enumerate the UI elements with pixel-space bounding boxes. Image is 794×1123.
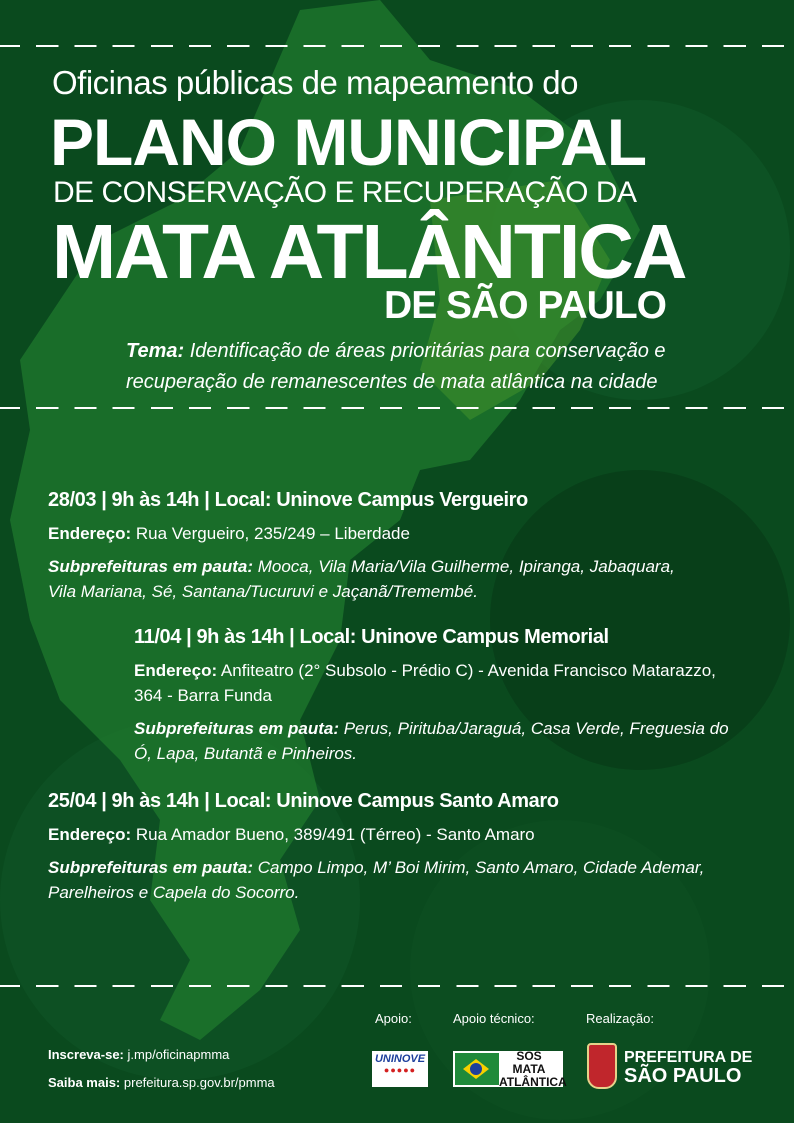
inscreva-line: Inscreva-se: j.mp/oficinapmma xyxy=(48,1047,230,1062)
event-address: Endereço: Anfiteatro (2° Subsolo - Prédio C) - Avenida Francisco Matarazzo, 364 - Barra Funda xyxy=(134,661,716,705)
event-heading: 25/04 | 9h às 14h | Local: Uninove Campus Santo Amaro xyxy=(48,790,559,812)
apoio-label: Apoio: xyxy=(375,1011,412,1026)
title-line-2: PLANO MUNICIPAL xyxy=(50,105,647,179)
divider xyxy=(0,407,794,409)
sos-mata-atlantica-logo: SOS MATA ATLÂNTICA xyxy=(453,1051,563,1087)
event-heading: 11/04 | 9h às 14h | Local: Uninove Campus Memorial xyxy=(134,626,609,648)
event-address: Endereço: Rua Amador Bueno, 389/491 (Térreo) - Santo Amaro xyxy=(48,825,535,844)
title-line-1: Oficinas públicas de mapeamento do xyxy=(52,64,578,101)
tema-label: Tema: xyxy=(126,340,185,362)
tema xyxy=(126,336,766,398)
divider xyxy=(0,45,794,47)
title-line-3: DE CONSERVAÇÃO E RECUPERAÇÃO DA xyxy=(53,176,637,209)
title-line-4: MATA ATLÂNTICA xyxy=(52,209,686,295)
realizacao-label: Realização: xyxy=(586,1011,654,1026)
prefeitura-logo: PREFEITURA DE SÃO PAULO xyxy=(624,1049,753,1087)
tema-text: Identificação de áreas prioritárias para conservação e recuperação de remanescentes de mata atlântica na cidade xyxy=(126,340,666,393)
event-2 xyxy=(134,625,744,774)
uninove-logo: UNINOVE ●●●●● xyxy=(372,1051,428,1087)
event-1 xyxy=(48,488,698,612)
event-heading: 28/03 | 9h às 14h | Local: Uninove Campus Vergueiro xyxy=(48,489,528,511)
divider xyxy=(0,985,794,987)
event-subprefeituras: Subprefeituras em pauta: Perus, Pirituba/Jaraguá, Casa Verde, Freguesia do Ó, Lapa, Butantã e Pinheiros. xyxy=(134,719,729,763)
event-3 xyxy=(48,789,728,913)
event-subprefeituras: Subprefeituras em pauta: Mooca, Vila Maria/Vila Guilherme, Ipiranga, Jabaquara, Vila Mariana, Sé, Santana/Tucuruvi e Jaçanã/Tremembé. xyxy=(48,557,675,601)
sao-paulo-coat-of-arms-icon xyxy=(587,1043,617,1089)
brazil-flag-icon xyxy=(455,1053,499,1085)
inscreva-link[interactable]: j.mp/oficinapmma xyxy=(127,1047,230,1062)
apoio-tecnico-label: Apoio técnico: xyxy=(453,1011,535,1026)
saiba-line: Saiba mais: prefeitura.sp.gov.br/pmma xyxy=(48,1075,275,1090)
event-address: Endereço: Rua Vergueiro, 235/249 – Liberdade xyxy=(48,524,410,543)
title-line-5: DE SÃO PAULO xyxy=(384,284,666,327)
saiba-link[interactable]: prefeitura.sp.gov.br/pmma xyxy=(123,1075,275,1090)
event-subprefeituras: Subprefeituras em pauta: Campo Limpo, M’ Boi Mirim, Santo Amaro, Cidade Ademar, Parelheiros e Capela do Socorro. xyxy=(48,858,705,902)
